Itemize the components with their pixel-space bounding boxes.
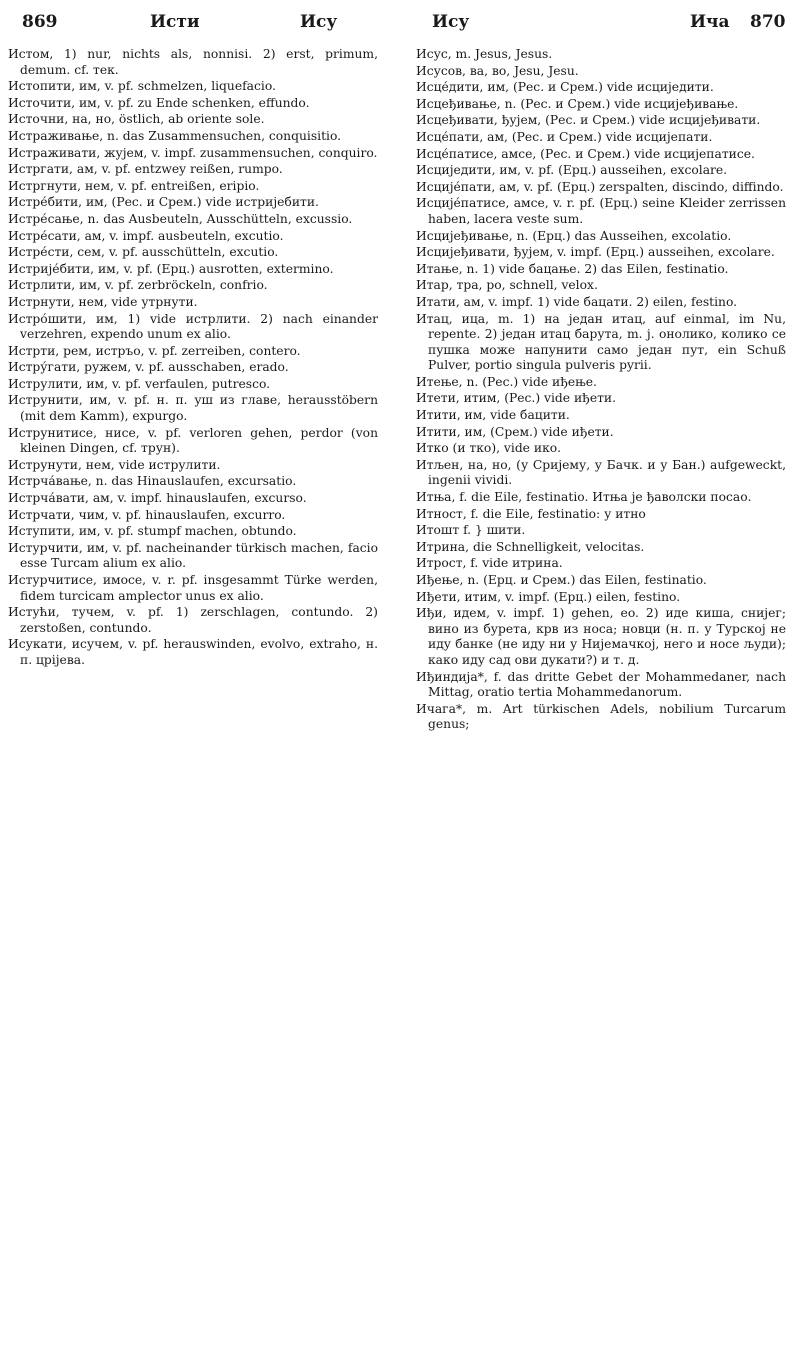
dictionary-entry: Итити, им, vide бацити. <box>416 408 570 423</box>
dictionary-entry: Истре́сати, ам, v. impf. ausbeuteln, excutio. <box>8 228 284 243</box>
dictionary-entry: Исцеђивање, n. (Рес. и Срем.) vide исциjеђивање. <box>416 96 739 111</box>
dictionary-entry: Иструнитисе, нисе, v. pf. verloren gehen, perdor (von kleinen Dingen, cf. трун). <box>8 425 378 456</box>
dictionary-entry: Источити, им, v. pf. zu Ende schenken, effundo. <box>8 95 310 110</box>
dictionary-entry: Истраживати, жујем, v. impf. zusammensuchen, conquiro. <box>8 145 378 160</box>
dictionary-entry: Истом, 1) nur, nichts als, nonnisi. 2) erst, primum, demum. cf. тек. <box>8 47 378 77</box>
dictionary-entry: Исусов, ва, во, Jesu, Jesu. <box>416 63 579 78</box>
left-column <box>8 47 378 1357</box>
page-number-right: 870 <box>750 12 786 32</box>
dictionary-entry: Иђи, идем, v. impf. 1) gehen, eo. 2) иде киша, снијег; вино из бурета, крв из носа; новци (н. п. у Турској не иду банке (не иду ни у Нијемачкој, него и носе људи); како иду сад ови дукати?) и т. д. <box>416 606 786 667</box>
dictionary-entry: Итност, f. die Eile, festinatio: у итно <box>416 506 646 521</box>
guide-word-right-2: Ича <box>690 12 730 32</box>
dictionary-entry: Исце́дити, им, (Рес. и Срем.) vide исциjедити. <box>416 80 714 95</box>
dictionary-entry: Исус, m. Jesus, Jesus. <box>416 47 553 61</box>
dictionary-entry: Итити, им, (Срем.) vide иђети. <box>416 424 614 439</box>
dictionary-entry: Исце́патисе, амсе, (Рес. и Срем.) vide исциjепатисе. <box>416 146 755 161</box>
dictionary-entry: Истриjе́бити, им, v. pf. (Ерц.) ausrotten, extermino. <box>8 261 334 276</box>
dictionary-entry: Итар, тра, ро, schnell, velox. <box>416 278 598 293</box>
dictionary-entry: Истраживање, n. das Zusammensuchen, conquisitio. <box>8 128 342 143</box>
dictionary-entry: Исукати, исучем, v. pf. herauswinden, evolvo, extraho, н. п. црijева. <box>8 637 378 667</box>
dictionary-entry: Итрост, f. vide итрина. <box>416 556 563 571</box>
guide-word-right-1: Ису <box>432 12 470 32</box>
dictionary-entry: Исциjедити, им, v. pf. (Ерц.) ausseihen, excolare. <box>416 163 728 178</box>
dictionary-entry: Иђење, n. (Ерц. и Срем.) das Eilen, festinatio. <box>416 573 707 587</box>
dictionary-entry: Исце́пати, ам, (Рес. и Срем.) vide исциjепати. <box>416 129 713 144</box>
dictionary-entry: Иструлити, им, v. pf. verfaulen, putresco. <box>8 376 271 391</box>
dictionary-entry: Итња, f. die Eile, festinatio. Итња je ђаволски посао. <box>416 490 752 505</box>
dictionary-entry: Истру́гати, ружем, v. pf. ausschaben, erado. <box>8 360 289 375</box>
dictionary-entry: Ичага*, m. Art türkischen Adels, nobilium Turcarum genus; <box>416 701 786 732</box>
dictionary-entry: Источни, на, но, östlich, ab oriente sole. <box>8 112 265 127</box>
dictionary-entry: Иструнити, им, v. pf. н. п. уш из главе, herausstöbern (mit dem Kamm), expurgo. <box>8 393 378 424</box>
dictionary-entry: Истопити, им, v. pf. schmelzen, liquefacio. <box>8 79 276 94</box>
dictionary-entry: Итљен, на, но, (у Сриjему, у Бачк. и у Бан.) aufgeweckt, ingenii vividi. <box>416 457 786 488</box>
dictionary-entry: Истргати, ам, v. pf. entzwey reißen, rumpo. <box>8 162 283 177</box>
dictionary-entry: Итети, итим, (Рес.) vide иђети. <box>416 391 617 406</box>
dictionary-entry: Исциjеђивати, ђуjем, v. impf. (Ерц.) ausseihen, excolare. <box>416 245 775 260</box>
dictionary-entry: Истрча́вање, n. das Hinauslaufen, excursatio. <box>8 474 297 489</box>
page-number-left: 869 <box>22 12 58 32</box>
dictionary-entry: Исциjе́пати, ам, v. pf. (Ерц.) zerspalten, discindo, diffindo. <box>416 179 784 194</box>
dictionary-entry: Истре́сање, n. das Ausbeuteln, Ausschütteln, excussio. <box>8 211 353 226</box>
dictionary-entry: Исциjе́патисе, амсе, v. r. pf. (Ерц.) seine Kleider zerrissen haben, lacera veste sum. <box>416 196 786 226</box>
dictionary-entry: Истрча́вати, ам, v. impf. hinauslaufen, excurso. <box>8 491 307 506</box>
dictionary-entry: Истрти, рем, истръо, v. pf. zerreiben, contero. <box>8 343 301 358</box>
dictionary-entry: Истурчити, им, v. pf. nacheinander türkisch machen, facio esse Turcam alium ex alio. <box>8 540 378 571</box>
dictionary-entry: Итање, n. 1) vide бацање. 2) das Eilen, festinatio. <box>416 261 729 276</box>
dictionary-entry: Истро́шити, им, 1) vide истрлити. 2) nach einander verzehren, expendo unum ex alio. <box>8 311 378 342</box>
dictionary-entry: Истре́сти, сем, v. pf. ausschütteln, excutio. <box>8 245 279 260</box>
guide-word-left-2: Ису <box>300 12 338 32</box>
page-header <box>0 12 800 40</box>
dictionary-entry: Истрлити, им, v. pf. zerbröckeln, confrio. <box>8 278 268 293</box>
dictionary-entry: Итрина, die Schnelligkeit, velocitas. <box>416 539 645 554</box>
dictionary-entry: Исцеђивати, ђуjем, (Рес. и Срем.) vide исциjеђивати. <box>416 113 761 128</box>
dictionary-entry: Иђети, итим, v. impf. (Ерц.) eilen, festino. <box>416 589 681 604</box>
guide-word-left-1: Исти <box>150 12 200 32</box>
dictionary-entry: Иђиндиjа*, f. das dritte Gebet der Mohammedaner, nach Mittag, oratio tertia Mohammedanorum. <box>416 669 786 700</box>
dictionary-entry: Истући, тучем, v. pf. 1) zerschlagen, contundo. 2) zerstoßen, contundo. <box>8 605 378 635</box>
dictionary-entry: Истрчати, чим, v. pf. hinauslaufen, excurro. <box>8 507 286 522</box>
dictionary-entry: Итац, ица, m. 1) на jедан итац, auf einmal, im Nu, repente. 2) jедан итац барута, m. j. онолико, колико се пушка може напунити само jедан пут, ein Schuß Pulver, portio singula pulveris pyrii. <box>416 311 786 373</box>
dictionary-entry: Истурчитисе, имосе, v. r. pf. insgesammt Türke werden, fidem turcicam amplector unus ex alio. <box>8 573 378 603</box>
dictionary-entry: Исциjеђивање, n. (Ерц.) das Ausseihen, excolatio. <box>416 228 732 243</box>
dictionary-entry: Итко (и тко), vide ико. <box>416 441 562 456</box>
dictionary-entry: Истре́бити, им, (Рес. и Срем.) vide истриjебити. <box>8 195 319 210</box>
dictionary-entry: Итати, ам, v. impf. 1) vide бацати. 2) eilen, festino. <box>416 294 738 309</box>
dictionary-entry: Иступити, им, v. pf. stumpf machen, obtundo. <box>8 524 297 539</box>
dictionary-entry: Итење, n. (Рес.) vide иђење. <box>416 374 597 389</box>
dictionary-entry: Иструнути, нем, vide иструлити. <box>8 457 221 472</box>
dictionary-entry: Истргнути, нем, v. pf. entreißen, eripio. <box>8 178 260 193</box>
dictionary-entry: Истрнути, нем, vide утрнути. <box>8 294 198 309</box>
right-column <box>416 47 786 1357</box>
dictionary-entry: Итошт f. } шити. <box>416 523 526 538</box>
